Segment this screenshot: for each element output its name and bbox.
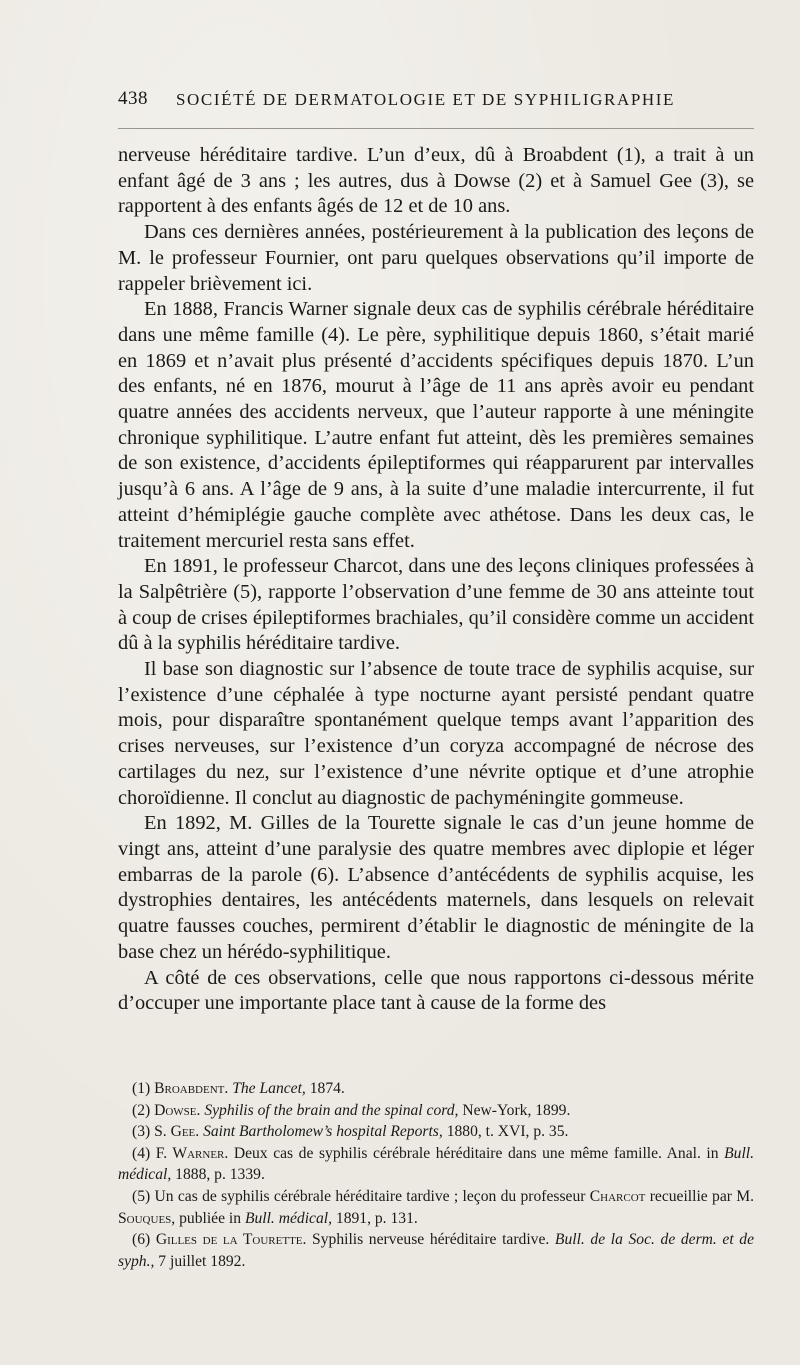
footnote-title: Syphilis of the brain and the spinal cord,	[204, 1101, 459, 1119]
footnote-title: Bull. médical,	[244, 1209, 332, 1227]
paragraph: Dans ces dernières années, postérieurement à la publication des leçons de M. le professeur Fournier, ont paru quelques observations qu’il importe de rappeler brièvement ici.	[118, 221, 754, 295]
footnote-details: 1888, p. 1339.	[175, 1166, 265, 1184]
footnote-number: (6)	[132, 1231, 151, 1249]
footnote-text: Un cas de syphilis cérébrale héréditaire tardive ; leçon du professeur	[154, 1187, 586, 1205]
paragraph: En 1891, le professeur Charcot, dans une des leçons cliniques professées à la Salpêtrière (5), rapporte l’observation d’une femme de 30 ans atteinte tout à coup de crises épileptiformes brachiales, qu’il considère comme un accident dû à la syphilis héréditaire tardive.	[118, 555, 754, 655]
paragraph: En 1888, Francis Warner signale deux cas de syphilis cérébrale héréditaire dans une même famille (4). Le père, syphilitique depuis 1860, s’était marié en 1869 et n’avait plus présenté d’accidents spécifiques depuis 1870. L’un des enfants, né en 1876, mourut à l’âge de 11 ans après avoir eu pendant quatre années des accidents nerveux, que l’auteur rapporte à une méningite chronique syphilitique. L’autre enfant fut atteint, dès les premières semaines de son existence, d’accidents épileptiformes qui réapparurent par intervalles jusqu’à 6 ans. A l’âge de 9 ans, à la suite d’une maladie intercurrente, il fut atteint d’hémiplégie gauche complète avec athétose. Dans les deux cas, le traitement mercuriel resta sans effet.	[118, 298, 754, 552]
footnote-number: (3)	[132, 1123, 151, 1141]
footnote-details: New-York, 1899.	[462, 1101, 571, 1119]
paragraph: En 1892, M. Gilles de la Tourette signale le cas d’un jeune homme de vingt ans, atteint d’une paralysie des quatre membres avec diplopie et léger embarras de la parole (6). L’absence d’antécédents de syphilis acquise, les dystrophies dentaires, les antécédents maternels, dans lesquels on relevait quatre fausses couches, permirent d’établir le diagnostic de méningite de la base chez un hérédo-syphilitique.	[118, 812, 754, 963]
footnote-title: Saint Bartholomew’s hospital Reports,	[203, 1123, 443, 1141]
footnote	[118, 1229, 754, 1272]
footnote-author: Broabdent.	[154, 1080, 229, 1097]
footnotes	[118, 1078, 754, 1272]
footnote-number: (5)	[132, 1187, 151, 1205]
footnote-author: Souques,	[118, 1209, 176, 1227]
footnote-author: Charcot	[589, 1187, 646, 1205]
footnote-text: recueillie par M.	[649, 1187, 755, 1205]
footnote-text: Deux cas de syphilis cérébrale héréditaire dans une même famille. Anal. in	[233, 1144, 719, 1162]
page-header	[118, 88, 754, 118]
footnote-details: 7 juillet 1892.	[158, 1252, 246, 1270]
footnote-author: F. Warner.	[155, 1144, 229, 1162]
footnote-author: S. Gee.	[154, 1123, 200, 1141]
footnote-author: Dowse.	[154, 1101, 201, 1119]
footnote-text: Syphilis nerveuse héréditaire tardive.	[312, 1231, 550, 1249]
running-title: SOCIÉTÉ DE DERMATOLOGIE ET DE SYPHILIGRAPHIE	[176, 90, 676, 109]
footnote-details: 1891, p. 131.	[335, 1209, 418, 1227]
header-rule	[118, 128, 754, 129]
footnote	[118, 1143, 754, 1186]
footnote-title: Bull. de la Soc. de derm. et de syph.,	[118, 1231, 754, 1270]
footnote-title: The Lancet,	[232, 1080, 306, 1097]
footnote-number: (4)	[132, 1144, 151, 1162]
footnote-details: 1874.	[309, 1080, 345, 1097]
footnote-author: Gilles de la Tourette.	[155, 1231, 307, 1249]
footnote-number: (2)	[132, 1101, 151, 1119]
footnote	[118, 1078, 754, 1100]
paragraph: A côté de ces observations, celle que nous rapportons ci-dessous mérite d’occuper une importante place tant à cause de la forme des	[118, 966, 754, 1015]
footnote	[118, 1100, 754, 1122]
paragraph: Il base son diagnostic sur l’absence de toute trace de syphilis acquise, sur l’existence d’une céphalée à type nocturne ayant persisté pendant quatre mois, pour disparaître spontanément quelque temps avant l’apparition des crises nerveuses, sur l’existence d’un coryza accompagné de nécrose des cartilages du nez, sur l’existence d’une névrite optique et d’une atrophie choroïdienne. Il conclut au diagnostic de pachyméningite gommeuse.	[118, 658, 754, 809]
paragraph: nerveuse héréditaire tardive. L’un d’eux, dû à Broabdent (1), a trait à un enfant âgé de 3 ans ; les autres, dus à Dowse (2) et à Samuel Gee (3), se rapportent à des enfants âgés de 12 et de 10 ans.	[118, 144, 754, 218]
footnote	[118, 1121, 754, 1143]
page-number: 438	[118, 88, 148, 109]
body-text	[118, 143, 754, 1017]
footnote-title: Bull. médical,	[118, 1144, 755, 1184]
footnote	[118, 1186, 754, 1229]
footnote-details: 1880, t. XVI, p. 35.	[446, 1123, 569, 1141]
footnote-number: (1)	[132, 1080, 151, 1097]
footnote-text: publiée in	[179, 1209, 242, 1227]
